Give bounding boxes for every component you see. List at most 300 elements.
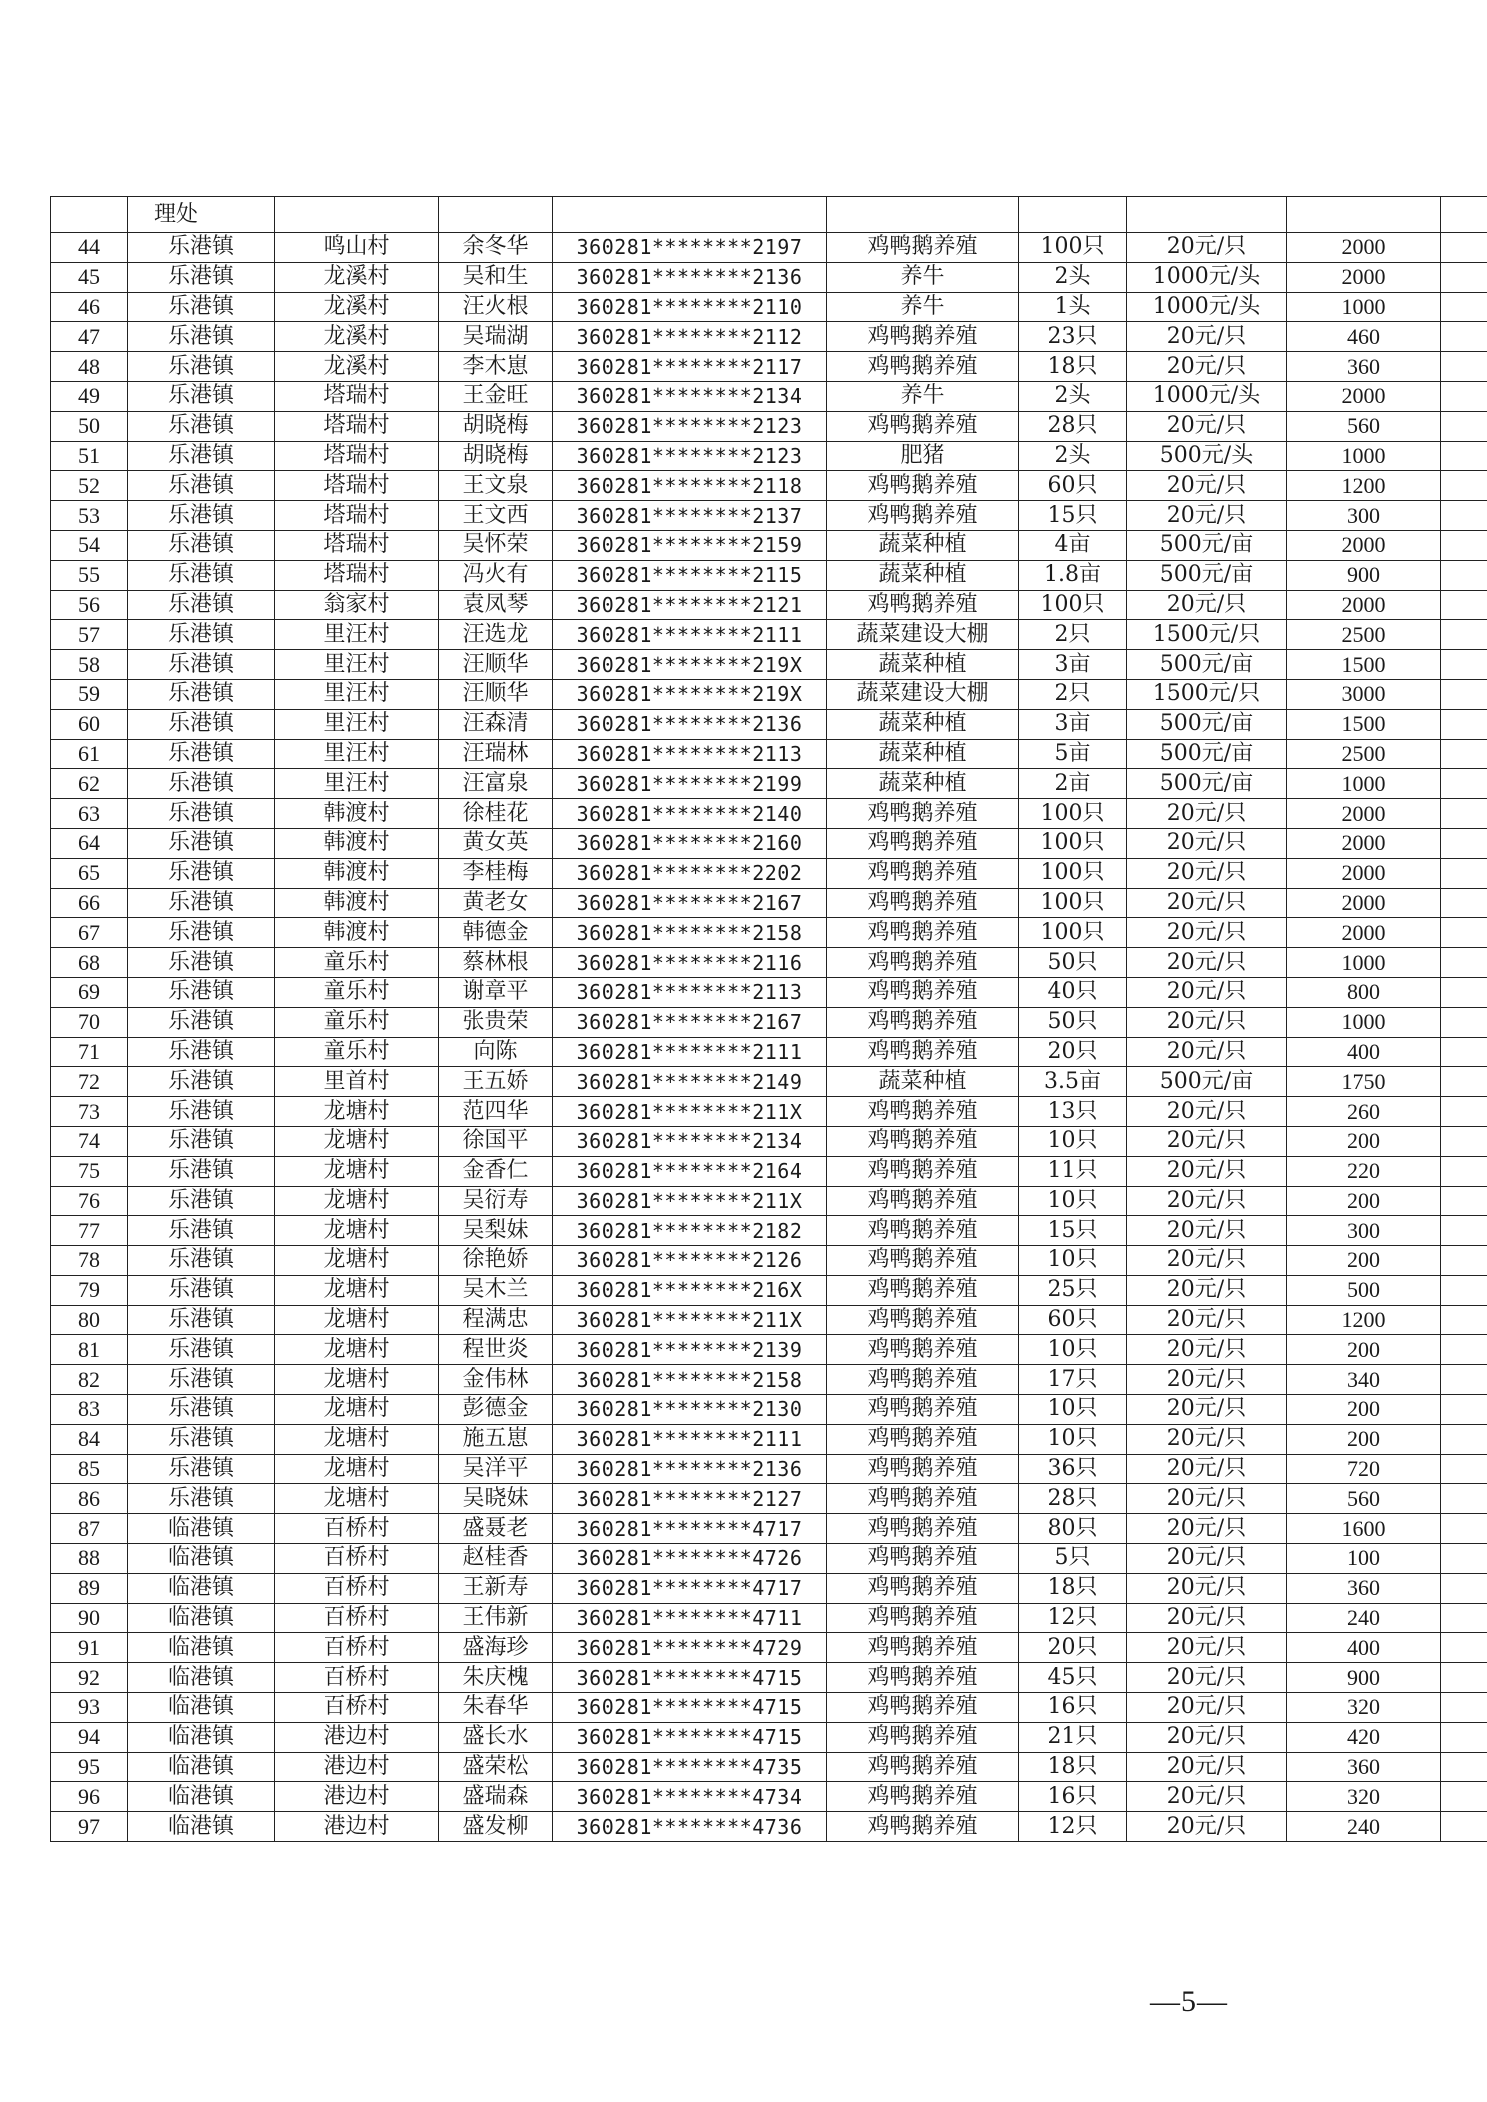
cell-amt: 360 [1287,352,1441,382]
cell-name: 吴洋平 [439,1454,553,1484]
cell-empty [1441,1782,1487,1812]
cell-project: 鸡鸭鹅养殖 [827,1246,1019,1276]
cell-id: 360281********2126 [553,1246,827,1276]
cell-name: 余冬华 [439,233,553,263]
cell-id: 360281********2113 [553,739,827,769]
cell-amt: 360 [1287,1573,1441,1603]
cell-town: 乐港镇 [128,888,275,918]
cell-rate: 1000元/头 [1127,292,1287,322]
cell-name: 盛海珍 [439,1633,553,1663]
cell-project: 鸡鸭鹅养殖 [827,888,1019,918]
cell-empty [1441,322,1487,352]
cell-no: 67 [51,918,128,948]
cell-qty: 40只 [1019,977,1127,1007]
cell-project: 鸡鸭鹅养殖 [827,1484,1019,1514]
table-row [51,1007,1487,1037]
cell-id: 360281********4715 [553,1722,827,1752]
cell-id: 360281********2134 [553,381,827,411]
cell-town: 乐港镇 [128,620,275,650]
cell-project: 鸡鸭鹅养殖 [827,1186,1019,1216]
cell-no: 64 [51,828,128,858]
cell-id: 360281********4715 [553,1663,827,1693]
cell-project: 鸡鸭鹅养殖 [827,1007,1019,1037]
cell-rate: 500元/亩 [1127,739,1287,769]
cell-id: 360281********2130 [553,1395,827,1425]
table-row [51,233,1487,263]
cell-qty: 28只 [1019,411,1127,441]
cell-rate: 20元/只 [1127,322,1287,352]
cell-qty: 100只 [1019,233,1127,263]
cell-qty: 18只 [1019,352,1127,382]
cell-id: 360281********2134 [553,1126,827,1156]
cell-qty: 80只 [1019,1514,1127,1544]
cell-town: 乐港镇 [128,1246,275,1276]
cell-rate: 1000元/头 [1127,262,1287,292]
cell-project: 蔬菜种植 [827,1067,1019,1097]
cell-qty: 4亩 [1019,530,1127,560]
cell-name: 彭德金 [439,1395,553,1425]
cell-amt: 340 [1287,1365,1441,1395]
cell-qty: 1.8亩 [1019,560,1127,590]
cell-id: 360281********4717 [553,1514,827,1544]
cell-id: 360281********211X [553,1097,827,1127]
cell-empty [1441,1603,1487,1633]
cell-rate: 20元/只 [1127,948,1287,978]
cell-id: 360281********4735 [553,1752,827,1782]
cell-village: 里汪村 [275,739,439,769]
cell-village: 龙塘村 [275,1305,439,1335]
cell-amt: 220 [1287,1156,1441,1186]
cell-rate: 20元/只 [1127,1395,1287,1425]
cell-name: 徐桂花 [439,799,553,829]
cell-rate: 20元/只 [1127,1097,1287,1127]
cell-qty: 12只 [1019,1603,1127,1633]
cell-id: 360281********2136 [553,1454,827,1484]
table-row [51,1693,1487,1723]
cell-qty: 3.5亩 [1019,1067,1127,1097]
cell-id: 360281********4734 [553,1782,827,1812]
cell-village: 龙塘村 [275,1216,439,1246]
cell-amt: 2000 [1287,262,1441,292]
cell-project: 肥猪 [827,441,1019,471]
table-row [51,918,1487,948]
cell-rate: 20元/只 [1127,1365,1287,1395]
cell-qty: 1头 [1019,292,1127,322]
table-row [51,977,1487,1007]
table-row [51,799,1487,829]
cell-name: 王文西 [439,501,553,531]
cell-qty: 100只 [1019,858,1127,888]
cell-project: 鸡鸭鹅养殖 [827,1573,1019,1603]
cell-village: 翁家村 [275,590,439,620]
cell-id: 360281********219X [553,679,827,709]
cell-id: 360281********2121 [553,590,827,620]
cell-empty [1441,1633,1487,1663]
cell-project: 鸡鸭鹅养殖 [827,1514,1019,1544]
cell-no: 45 [51,262,128,292]
cell-empty [1441,948,1487,978]
cell-no: 60 [51,709,128,739]
cell-town: 乐港镇 [128,590,275,620]
cell-empty [1441,769,1487,799]
cell-rate: 500元/头 [1127,441,1287,471]
cell-town: 乐港镇 [128,292,275,322]
cell-rate: 500元/亩 [1127,769,1287,799]
cell-town: 乐港镇 [128,918,275,948]
cell-town: 乐港镇 [128,948,275,978]
cell-qty: 15只 [1019,501,1127,531]
cell-project: 鸡鸭鹅养殖 [827,1663,1019,1693]
cell-no: 73 [51,1097,128,1127]
cell-amt: 260 [1287,1097,1441,1127]
cell-empty [1127,197,1287,233]
cell-town: 乐港镇 [128,1097,275,1127]
cell-rate: 20元/只 [1127,352,1287,382]
cell-empty [1441,1663,1487,1693]
cell-name: 吴晓妹 [439,1484,553,1514]
cell-empty [1441,1812,1487,1842]
cell-qty: 10只 [1019,1126,1127,1156]
cell-name: 蔡林根 [439,948,553,978]
cell-qty: 100只 [1019,918,1127,948]
cell-id: 360281********211X [553,1186,827,1216]
cell-rate: 20元/只 [1127,1037,1287,1067]
cell-name: 李木崽 [439,352,553,382]
cell-qty: 28只 [1019,1484,1127,1514]
cell-name: 胡晓梅 [439,411,553,441]
cell-no: 92 [51,1663,128,1693]
cell-amt: 560 [1287,411,1441,441]
cell-name: 金香仁 [439,1156,553,1186]
cell-qty: 45只 [1019,1663,1127,1693]
cell-project: 鸡鸭鹅养殖 [827,352,1019,382]
cell-no: 62 [51,769,128,799]
cell-empty [1441,1693,1487,1723]
cell-name: 汪火根 [439,292,553,322]
cell-no: 46 [51,292,128,322]
cell-empty [1441,1037,1487,1067]
cell-qty: 50只 [1019,1007,1127,1037]
cell-empty [1441,441,1487,471]
cell-id: 360281********4729 [553,1633,827,1663]
cell-project: 鸡鸭鹅养殖 [827,1275,1019,1305]
cell-project: 蔬菜种植 [827,560,1019,590]
table-row [51,1514,1487,1544]
table-row [51,1633,1487,1663]
cell-village: 童乐村 [275,1037,439,1067]
cell-no: 58 [51,650,128,680]
cell-qty: 18只 [1019,1752,1127,1782]
page-number: —5— [1150,1985,1228,2018]
cell-id: 360281********2167 [553,1007,827,1037]
cell-no: 96 [51,1782,128,1812]
cell-no: 93 [51,1693,128,1723]
cell-name: 王文泉 [439,471,553,501]
cell-name: 范四华 [439,1097,553,1127]
cell-qty: 10只 [1019,1395,1127,1425]
cell-rate: 500元/亩 [1127,650,1287,680]
cell-town: 临港镇 [128,1722,275,1752]
cell-town-continuation: 理处 [128,197,275,233]
cell-village: 龙溪村 [275,322,439,352]
cell-project: 鸡鸭鹅养殖 [827,1126,1019,1156]
cell-qty: 5亩 [1019,739,1127,769]
cell-empty [1441,1156,1487,1186]
cell-rate: 20元/只 [1127,1424,1287,1454]
cell-town: 乐港镇 [128,322,275,352]
cell-empty [1441,1544,1487,1574]
cell-village: 百桥村 [275,1693,439,1723]
table-row [51,1156,1487,1186]
cell-town: 乐港镇 [128,977,275,1007]
cell-town: 临港镇 [128,1603,275,1633]
table-row [51,739,1487,769]
cell-amt: 1750 [1287,1067,1441,1097]
cell-rate: 20元/只 [1127,1663,1287,1693]
cell-project: 鸡鸭鹅养殖 [827,1603,1019,1633]
cell-rate: 20元/只 [1127,1514,1287,1544]
cell-amt: 2000 [1287,381,1441,411]
cell-id: 360281********4736 [553,1812,827,1842]
cell-no: 90 [51,1603,128,1633]
cell-qty: 21只 [1019,1722,1127,1752]
cell-amt: 2000 [1287,888,1441,918]
cell-name: 吴木兰 [439,1275,553,1305]
cell-empty [1441,1454,1487,1484]
cell-empty [1441,918,1487,948]
cell-no: 84 [51,1424,128,1454]
cell-id: 360281********2140 [553,799,827,829]
cell-empty [1441,1395,1487,1425]
cell-empty [1441,1246,1487,1276]
table-body [51,197,1487,1842]
cell-id: 360281********2149 [553,1067,827,1097]
cell-no: 56 [51,590,128,620]
cell-rate: 20元/只 [1127,828,1287,858]
cell-project: 鸡鸭鹅养殖 [827,1395,1019,1425]
cell-project: 鸡鸭鹅养殖 [827,977,1019,1007]
cell-amt: 2000 [1287,918,1441,948]
cell-name: 盛发柳 [439,1812,553,1842]
cell-village: 龙塘村 [275,1156,439,1186]
cell-town: 乐港镇 [128,858,275,888]
cell-qty: 60只 [1019,471,1127,501]
cell-empty [1441,1424,1487,1454]
cell-amt: 420 [1287,1722,1441,1752]
cell-no: 72 [51,1067,128,1097]
cell-town: 乐港镇 [128,1395,275,1425]
cell-town: 乐港镇 [128,679,275,709]
cell-project: 鸡鸭鹅养殖 [827,858,1019,888]
cell-name: 谢章平 [439,977,553,1007]
table-row [51,1603,1487,1633]
cell-village: 韩渡村 [275,918,439,948]
cell-village: 龙溪村 [275,352,439,382]
cell-no: 50 [51,411,128,441]
cell-no: 85 [51,1454,128,1484]
cell-qty: 20只 [1019,1633,1127,1663]
cell-rate: 20元/只 [1127,1186,1287,1216]
cell-id: 360281********2115 [553,560,827,590]
cell-no: 57 [51,620,128,650]
cell-empty [1441,1573,1487,1603]
cell-rate: 20元/只 [1127,590,1287,620]
cell-no: 68 [51,948,128,978]
cell-qty: 100只 [1019,590,1127,620]
cell-empty [1441,352,1487,382]
cell-town: 临港镇 [128,1663,275,1693]
cell-project: 鸡鸭鹅养殖 [827,1752,1019,1782]
cell-amt: 320 [1287,1782,1441,1812]
cell-no: 94 [51,1722,128,1752]
cell-qty: 16只 [1019,1693,1127,1723]
cell-id: 360281********2164 [553,1156,827,1186]
cell-amt: 400 [1287,1633,1441,1663]
cell-project: 鸡鸭鹅养殖 [827,799,1019,829]
cell-empty [1441,1365,1487,1395]
cell-id: 360281********2116 [553,948,827,978]
cell-name: 胡晓梅 [439,441,553,471]
continuation-row [51,197,1487,233]
cell-village: 塔瑞村 [275,560,439,590]
cell-id: 360281********2127 [553,1484,827,1514]
cell-town: 乐港镇 [128,1126,275,1156]
cell-name: 汪森清 [439,709,553,739]
cell-id: 360281********2113 [553,977,827,1007]
cell-rate: 20元/只 [1127,1454,1287,1484]
cell-amt: 1200 [1287,471,1441,501]
table-row [51,888,1487,918]
cell-no: 53 [51,501,128,531]
cell-rate: 20元/只 [1127,411,1287,441]
cell-id: 360281********2139 [553,1335,827,1365]
cell-amt: 240 [1287,1603,1441,1633]
cell-village: 里首村 [275,1067,439,1097]
table-row [51,1663,1487,1693]
cell-empty [1441,1335,1487,1365]
cell-town: 临港镇 [128,1752,275,1782]
cell-name: 汪瑞林 [439,739,553,769]
cell-empty [1441,381,1487,411]
cell-qty: 12只 [1019,1812,1127,1842]
cell-rate: 1000元/头 [1127,381,1287,411]
cell-name: 黄老女 [439,888,553,918]
cell-qty: 18只 [1019,1573,1127,1603]
cell-name: 张贵荣 [439,1007,553,1037]
cell-no: 91 [51,1633,128,1663]
cell-rate: 20元/只 [1127,1275,1287,1305]
cell-town: 乐港镇 [128,799,275,829]
cell-qty: 2亩 [1019,769,1127,799]
cell-town: 乐港镇 [128,709,275,739]
cell-qty: 10只 [1019,1186,1127,1216]
cell-no: 71 [51,1037,128,1067]
cell-village: 塔瑞村 [275,381,439,411]
cell-empty [1441,471,1487,501]
cell-town: 临港镇 [128,1633,275,1663]
table-row [51,530,1487,560]
cell-name: 王伟新 [439,1603,553,1633]
cell-rate: 20元/只 [1127,799,1287,829]
cell-rate: 20元/只 [1127,1633,1287,1663]
cell-rate: 20元/只 [1127,1126,1287,1156]
cell-id: 360281********2118 [553,471,827,501]
cell-no: 51 [51,441,128,471]
cell-amt: 300 [1287,1216,1441,1246]
cell-project: 鸡鸭鹅养殖 [827,233,1019,263]
cell-project: 养牛 [827,292,1019,322]
cell-project: 鸡鸭鹅养殖 [827,1722,1019,1752]
cell-name: 程世炎 [439,1335,553,1365]
cell-rate: 20元/只 [1127,1156,1287,1186]
cell-project: 蔬菜建设大棚 [827,679,1019,709]
cell-town: 乐港镇 [128,1365,275,1395]
cell-town: 乐港镇 [128,530,275,560]
cell-village: 百桥村 [275,1573,439,1603]
cell-qty: 3亩 [1019,650,1127,680]
cell-no: 88 [51,1544,128,1574]
table-row [51,620,1487,650]
cell-name: 盛荣松 [439,1752,553,1782]
cell-village: 港边村 [275,1782,439,1812]
cell-town: 乐港镇 [128,1484,275,1514]
table-row [51,471,1487,501]
cell-village: 龙塘村 [275,1484,439,1514]
cell-amt: 1000 [1287,948,1441,978]
cell-village: 塔瑞村 [275,441,439,471]
cell-no: 74 [51,1126,128,1156]
cell-village: 童乐村 [275,977,439,1007]
cell-rate: 20元/只 [1127,1305,1287,1335]
cell-no: 80 [51,1305,128,1335]
table-row [51,858,1487,888]
cell-project: 鸡鸭鹅养殖 [827,471,1019,501]
table-row [51,1782,1487,1812]
cell-id: 360281********2111 [553,620,827,650]
cell-empty [1441,739,1487,769]
cell-town: 乐港镇 [128,352,275,382]
cell-empty [1441,858,1487,888]
cell-empty [439,197,553,233]
cell-id: 360281********4717 [553,1573,827,1603]
cell-qty: 17只 [1019,1365,1127,1395]
table-row [51,560,1487,590]
cell-rate: 20元/只 [1127,1722,1287,1752]
cell-empty [1441,1007,1487,1037]
cell-no: 48 [51,352,128,382]
cell-amt: 2000 [1287,233,1441,263]
cell-id: 360281********2158 [553,918,827,948]
subsidy-table [50,196,1487,1842]
cell-no: 52 [51,471,128,501]
table-row [51,1722,1487,1752]
cell-project: 蔬菜种植 [827,650,1019,680]
cell-town: 乐港镇 [128,828,275,858]
cell-rate: 20元/只 [1127,1335,1287,1365]
cell-project: 鸡鸭鹅养殖 [827,918,1019,948]
cell-rate: 20元/只 [1127,1812,1287,1842]
table-row [51,262,1487,292]
cell-amt: 560 [1287,1484,1441,1514]
cell-qty: 60只 [1019,1305,1127,1335]
cell-no: 95 [51,1752,128,1782]
cell-town: 乐港镇 [128,1007,275,1037]
cell-id: 360281********2137 [553,501,827,531]
table-row [51,1365,1487,1395]
cell-id: 360281********2111 [553,1037,827,1067]
cell-village: 童乐村 [275,948,439,978]
cell-town: 乐港镇 [128,1156,275,1186]
